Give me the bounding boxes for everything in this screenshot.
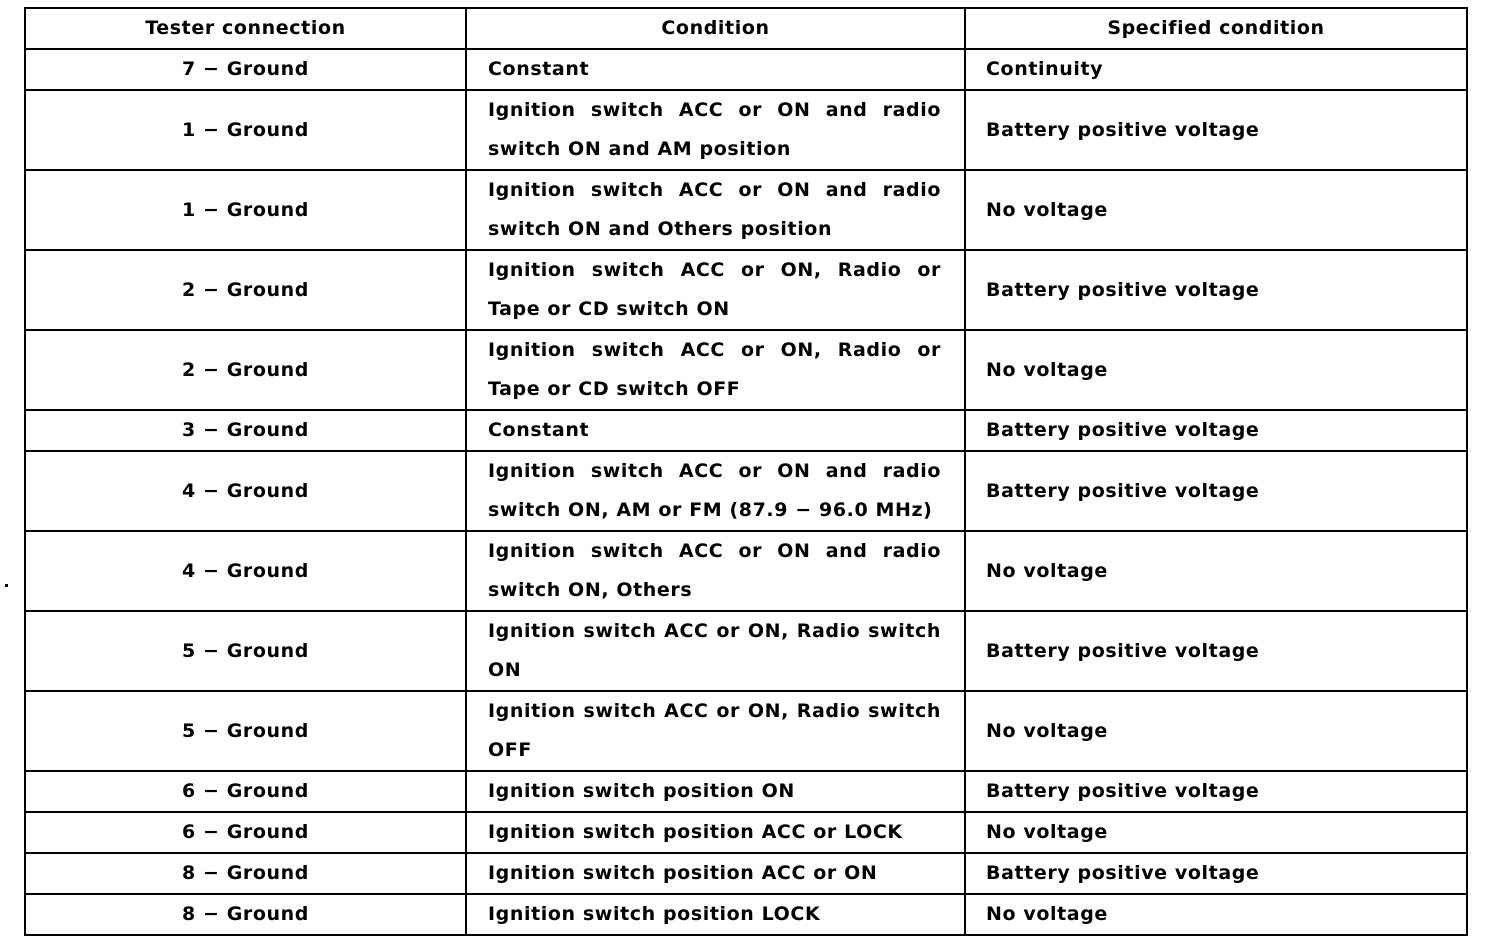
tester-connection-cell: 5 − Ground bbox=[25, 611, 466, 691]
tester-connection-cell: 6 − Ground bbox=[25, 812, 466, 853]
scan-speck bbox=[5, 584, 8, 587]
specified-condition-cell: No voltage bbox=[965, 531, 1467, 611]
header-specified-condition: Specified condition bbox=[965, 8, 1467, 49]
table-row bbox=[25, 771, 1467, 812]
condition-cell: Ignition switch position LOCK bbox=[466, 894, 965, 935]
condition-cell: Ignition switch ACC or ON and radio switch ON, Others bbox=[466, 531, 965, 611]
tester-connection-cell: 4 − Ground bbox=[25, 451, 466, 531]
tester-connection-cell: 3 − Ground bbox=[25, 410, 466, 451]
specified-condition-cell: No voltage bbox=[965, 691, 1467, 771]
table-row bbox=[25, 531, 1467, 611]
table-row bbox=[25, 49, 1467, 90]
specified-condition-cell: Battery positive voltage bbox=[965, 410, 1467, 451]
specified-condition-cell: Continuity bbox=[965, 49, 1467, 90]
header-tester-connection: Tester connection bbox=[25, 8, 466, 49]
specified-condition-cell: Battery positive voltage bbox=[965, 451, 1467, 531]
condition-cell: Ignition switch ACC or ON and radio switch ON and AM position bbox=[466, 90, 965, 170]
table-row bbox=[25, 250, 1467, 330]
tester-specification-table bbox=[24, 7, 1468, 936]
condition-cell: Ignition switch position ON bbox=[466, 771, 965, 812]
condition-cell: Ignition switch ACC or ON, Radio switch OFF bbox=[466, 691, 965, 771]
condition-cell: Ignition switch ACC or ON, Radio or Tape or CD switch ON bbox=[466, 250, 965, 330]
table-row bbox=[25, 330, 1467, 410]
table-row bbox=[25, 812, 1467, 853]
specified-condition-cell: No voltage bbox=[965, 170, 1467, 250]
table-row bbox=[25, 451, 1467, 531]
condition-cell: Constant bbox=[466, 410, 965, 451]
tester-connection-cell: 4 − Ground bbox=[25, 531, 466, 611]
condition-cell: Ignition switch ACC or ON and radio switch ON and Others position bbox=[466, 170, 965, 250]
specified-condition-cell: Battery positive voltage bbox=[965, 771, 1467, 812]
table-row bbox=[25, 894, 1467, 935]
tester-connection-cell: 5 − Ground bbox=[25, 691, 466, 771]
table-row bbox=[25, 170, 1467, 250]
condition-cell: Ignition switch position ACC or ON bbox=[466, 853, 965, 894]
condition-cell: Ignition switch position ACC or LOCK bbox=[466, 812, 965, 853]
specified-condition-cell: Battery positive voltage bbox=[965, 90, 1467, 170]
table-row bbox=[25, 853, 1467, 894]
tester-connection-cell: 2 − Ground bbox=[25, 330, 466, 410]
condition-cell: Ignition switch ACC or ON, Radio or Tape or CD switch OFF bbox=[466, 330, 965, 410]
specified-condition-cell: Battery positive voltage bbox=[965, 611, 1467, 691]
specified-condition-cell: No voltage bbox=[965, 894, 1467, 935]
tester-connection-cell: 8 − Ground bbox=[25, 853, 466, 894]
table-row bbox=[25, 410, 1467, 451]
tester-connection-cell: 2 − Ground bbox=[25, 250, 466, 330]
tester-connection-cell: 6 − Ground bbox=[25, 771, 466, 812]
tester-connection-cell: 8 − Ground bbox=[25, 894, 466, 935]
specified-condition-cell: Battery positive voltage bbox=[965, 250, 1467, 330]
table-row bbox=[25, 691, 1467, 771]
condition-cell: Constant bbox=[466, 49, 965, 90]
table-header-row bbox=[25, 8, 1467, 49]
tester-connection-cell: 1 − Ground bbox=[25, 90, 466, 170]
specified-condition-cell: No voltage bbox=[965, 330, 1467, 410]
tester-connection-cell: 1 − Ground bbox=[25, 170, 466, 250]
condition-cell: Ignition switch ACC or ON, Radio switch ON bbox=[466, 611, 965, 691]
table-row bbox=[25, 611, 1467, 691]
header-condition: Condition bbox=[466, 8, 965, 49]
condition-cell: Ignition switch ACC or ON and radio switch ON, AM or FM (87.9 − 96.0 MHz) bbox=[466, 451, 965, 531]
specified-condition-cell: Battery positive voltage bbox=[965, 853, 1467, 894]
tester-connection-cell: 7 − Ground bbox=[25, 49, 466, 90]
specified-condition-cell: No voltage bbox=[965, 812, 1467, 853]
table-row bbox=[25, 90, 1467, 170]
